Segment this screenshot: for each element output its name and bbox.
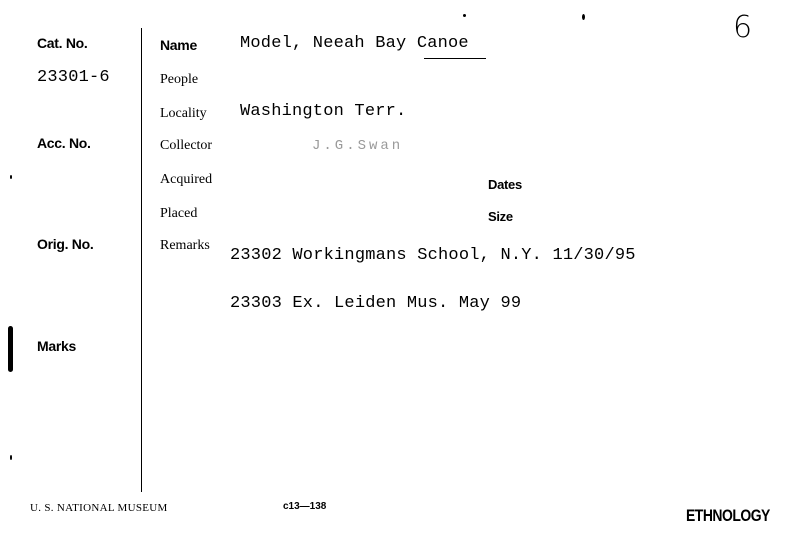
- orig-no-label: Orig. No.: [37, 236, 94, 252]
- department-label: ETHNOLOGY: [686, 506, 770, 525]
- scan-speck: [582, 14, 585, 20]
- locality-label: Locality: [160, 106, 207, 121]
- handwritten-number: 6: [733, 10, 753, 45]
- scan-speck: [463, 14, 466, 17]
- scan-edge-mark: [8, 326, 13, 372]
- locality-value: Washington Terr.: [240, 102, 407, 121]
- acquired-label: Acquired: [160, 172, 213, 187]
- marks-label: Marks: [37, 338, 76, 354]
- placed-label: Placed: [160, 206, 198, 221]
- cat-no-label: Cat. No.: [37, 35, 88, 51]
- people-label: People: [160, 72, 199, 87]
- museum-name: U. S. NATIONAL MUSEUM: [30, 502, 168, 514]
- scan-speck: [10, 175, 12, 179]
- acc-no-label: Acc. No.: [37, 135, 91, 151]
- collector-value: J.G.Swan: [312, 138, 404, 154]
- form-code: c13—138: [283, 501, 327, 512]
- size-label: Size: [488, 209, 513, 224]
- name-value: Model, Neeah Bay Canoe: [240, 34, 469, 53]
- column-divider: [141, 28, 142, 492]
- dates-label: Dates: [488, 177, 522, 192]
- name-label: Name: [160, 37, 197, 53]
- cat-no-value: 23301-6: [37, 68, 110, 87]
- name-underline: [424, 58, 486, 59]
- collector-label: Collector: [160, 138, 213, 153]
- remarks-line-2: 23303 Ex. Leiden Mus. May 99: [230, 294, 522, 313]
- remarks-line-1: 23302 Workingmans School, N.Y. 11/30/95: [230, 246, 636, 265]
- scan-speck: [10, 455, 12, 460]
- remarks-label: Remarks: [160, 238, 210, 253]
